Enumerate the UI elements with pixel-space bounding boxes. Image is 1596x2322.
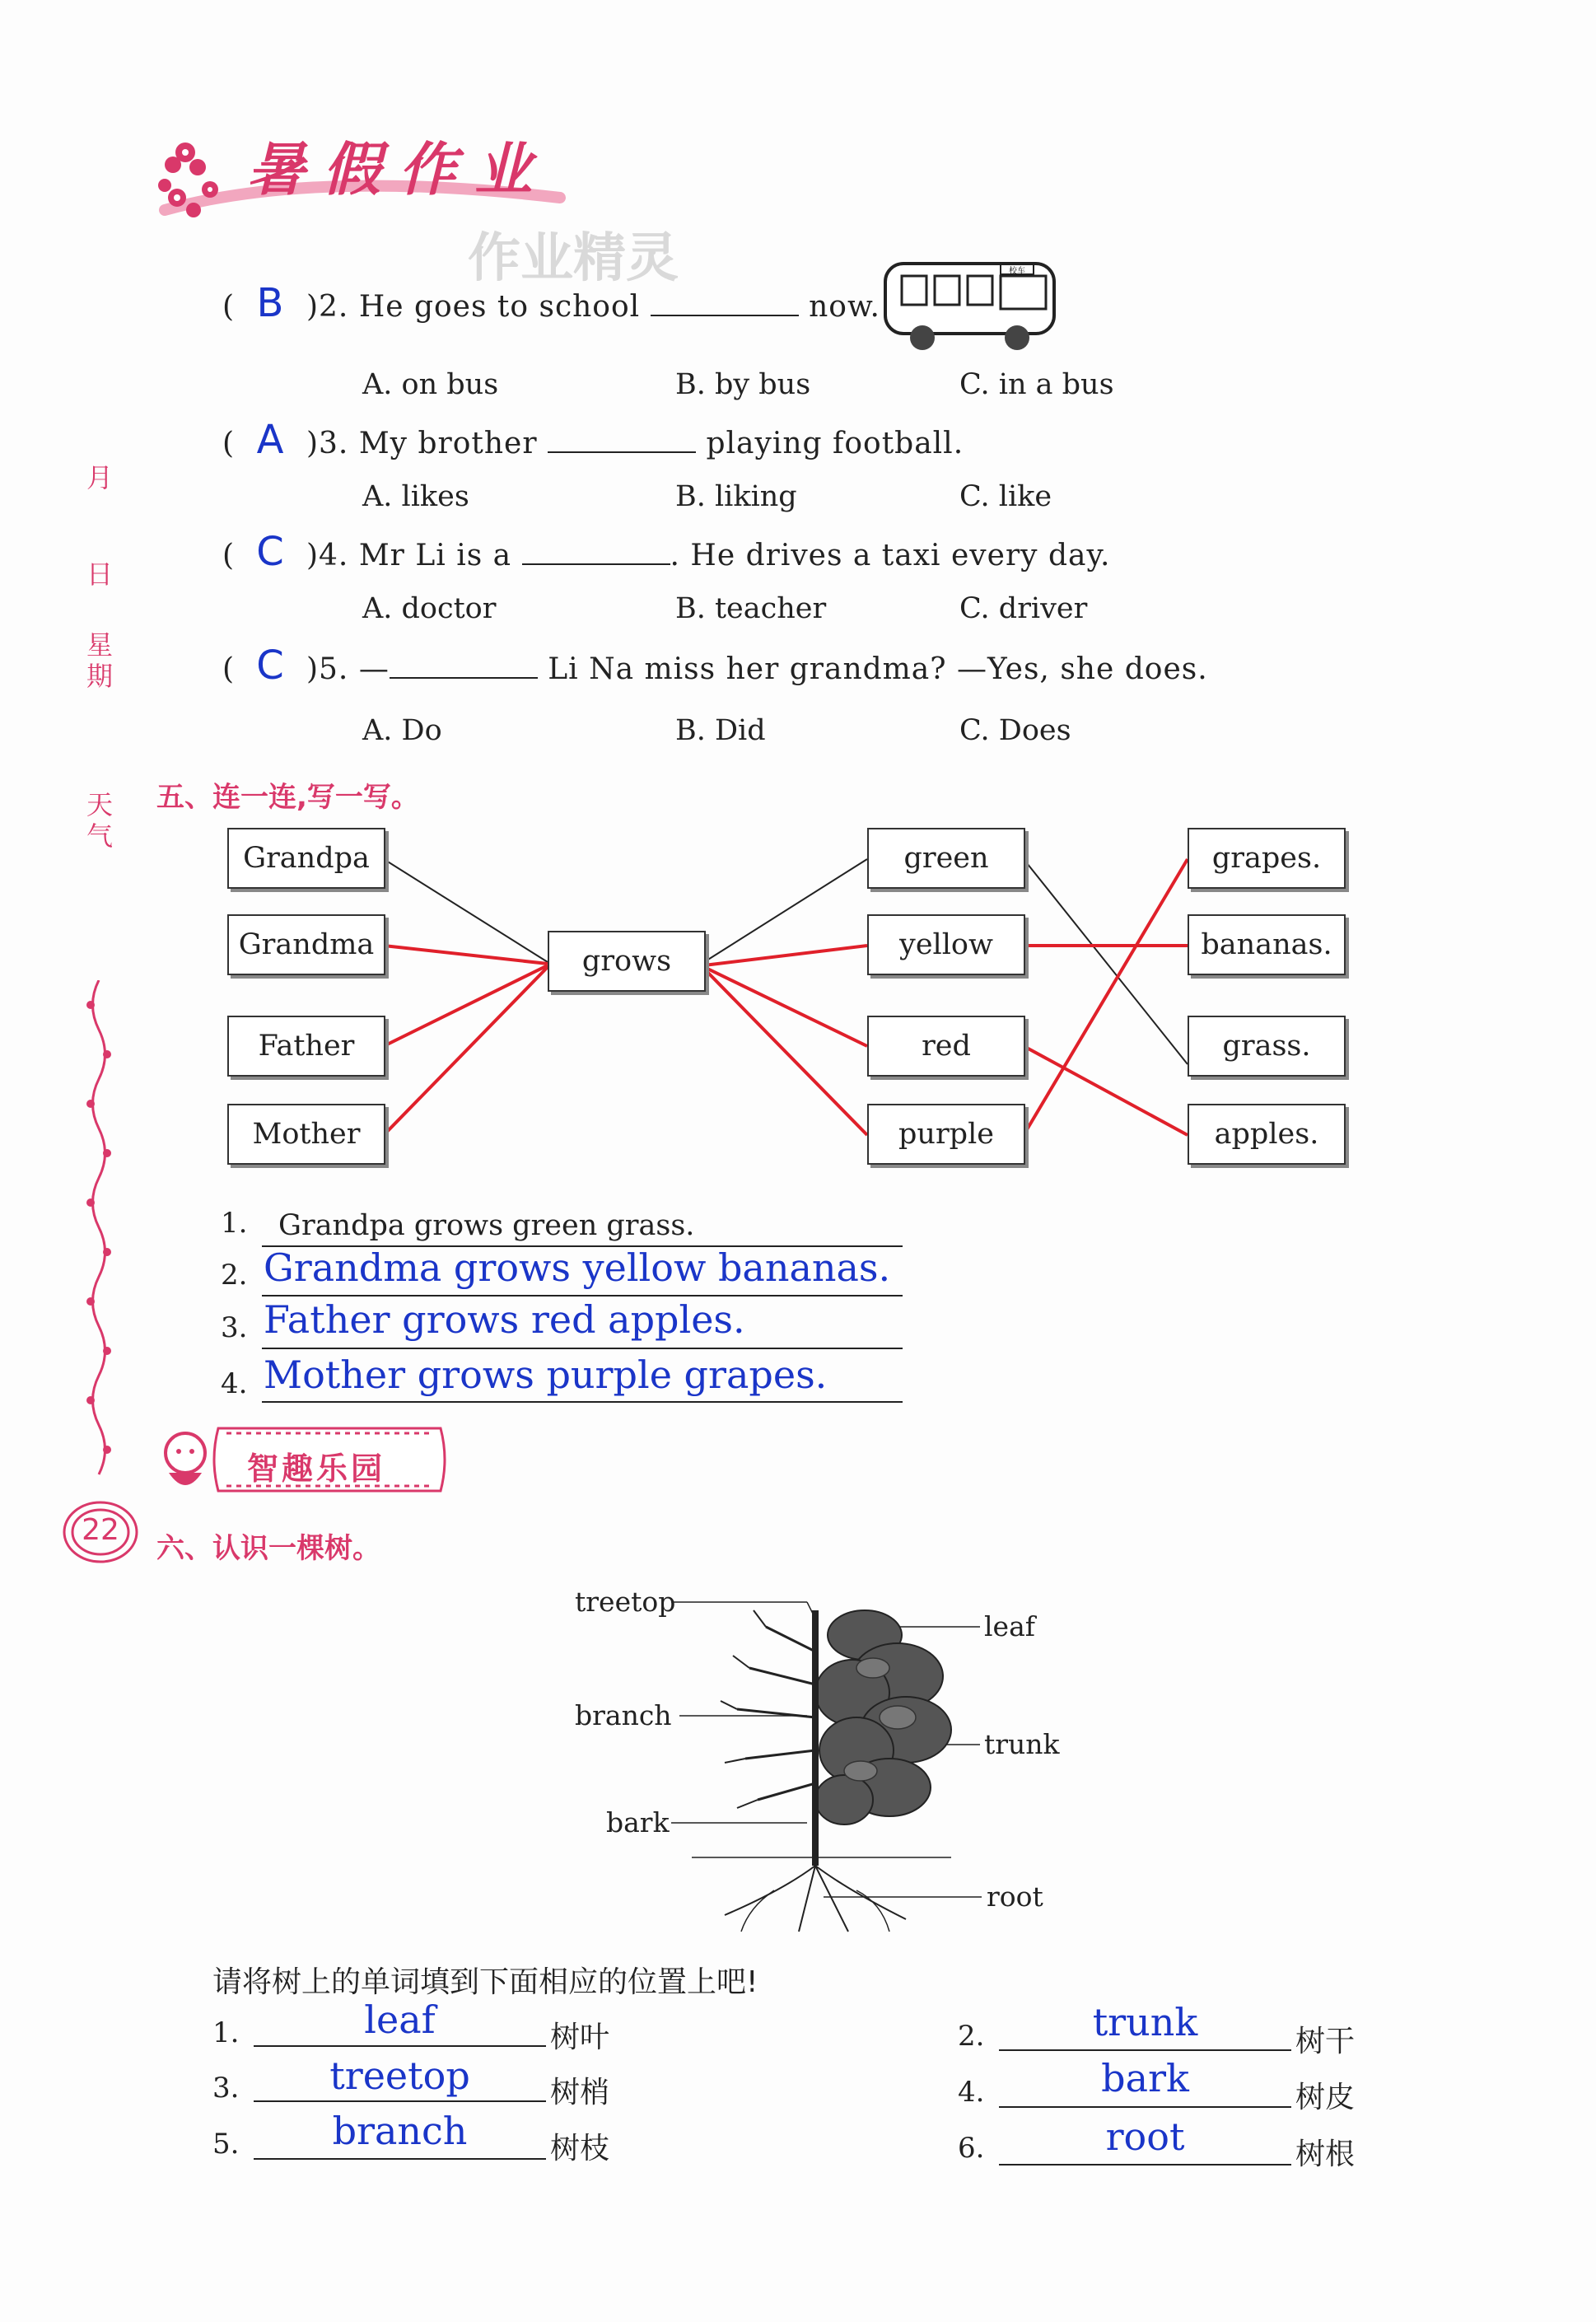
fill-6-line xyxy=(999,2164,1291,2165)
fill-5-line xyxy=(254,2158,546,2160)
sidebar-weather-1: 天 xyxy=(86,789,114,820)
option-5b: B. Did xyxy=(675,714,766,747)
sentence-4-line xyxy=(262,1401,903,1403)
sidebar-week-2: 期 xyxy=(86,661,114,692)
fill-4-cn: 树皮 xyxy=(1295,2081,1356,2114)
page-number: 22 xyxy=(82,1513,119,1547)
people-box-father[interactable]: Father xyxy=(227,1016,385,1077)
fill-5-answer[interactable]: branch xyxy=(332,2109,468,2153)
fill-3-line xyxy=(254,2100,546,2102)
fill-4-answer[interactable]: bark xyxy=(1101,2056,1189,2100)
section5-title: 五、连一连,写一写。 xyxy=(156,781,419,814)
fill-5-num: 5. xyxy=(212,2128,240,2161)
fill-4-line xyxy=(999,2106,1291,2108)
option-4b: B. teacher xyxy=(675,592,827,625)
option-2b: B. by bus xyxy=(675,368,811,401)
option-3b: B. liking xyxy=(675,480,797,513)
watermark: 作业精灵 xyxy=(468,228,679,289)
answer-5[interactable]: C xyxy=(256,642,285,689)
color-box-purple[interactable]: purple xyxy=(867,1104,1025,1165)
verb-box-grows[interactable]: grows xyxy=(548,931,706,992)
people-box-mother[interactable]: Mother xyxy=(227,1104,385,1165)
sidebar-week-1: 星 xyxy=(86,629,114,661)
page-title: 暑假作业 xyxy=(247,136,550,203)
section6-title: 六、认识一棵树。 xyxy=(156,1532,380,1565)
option-2c: C. in a bus xyxy=(959,368,1114,401)
sidebar-month: 月 xyxy=(86,462,114,493)
fill-3-num: 3. xyxy=(212,2072,240,2105)
color-box-green[interactable]: green xyxy=(867,828,1025,889)
tree-label-branch: branch xyxy=(575,1699,672,1731)
question-3: ( A )3. My brother playing football. xyxy=(222,417,964,463)
fill-4-num: 4. xyxy=(958,2076,985,2109)
tree-label-root: root xyxy=(987,1880,1043,1913)
fill-2-line xyxy=(999,2049,1291,2051)
tree-label-treetop: treetop xyxy=(575,1586,676,1618)
tree-label-trunk: trunk xyxy=(984,1728,1060,1760)
fill-2-num: 2. xyxy=(958,2020,985,2053)
fill-2-cn: 树干 xyxy=(1295,2025,1356,2058)
option-3c: C. like xyxy=(959,480,1052,513)
sentence-3-line xyxy=(262,1348,903,1349)
fill-6-answer[interactable]: root xyxy=(1105,2114,1185,2159)
sentence-2-answer[interactable]: Grandma grows yellow bananas. xyxy=(264,1245,891,1290)
sentence-2-line xyxy=(262,1295,903,1296)
sentence-3-answer[interactable]: Father grows red apples. xyxy=(264,1297,745,1342)
fill-5-cn: 树枝 xyxy=(550,2132,610,2165)
option-5c: C. Does xyxy=(959,714,1071,747)
people-box-grandpa[interactable]: Grandpa xyxy=(227,828,385,889)
people-box-grandma[interactable]: Grandma xyxy=(227,914,385,975)
tree-label-leaf: leaf xyxy=(984,1610,1035,1642)
answer-2[interactable]: B xyxy=(256,280,285,326)
sidebar-weather-2: 气 xyxy=(86,820,114,852)
answer-3[interactable]: A xyxy=(256,417,285,463)
fill-1-answer[interactable]: leaf xyxy=(364,1997,436,2042)
fill-6-cn: 树根 xyxy=(1295,2137,1356,2171)
fill-3-answer[interactable]: treetop xyxy=(329,2053,470,2098)
thing-box-grass[interactable]: grass. xyxy=(1188,1016,1346,1077)
option-3a: A. likes xyxy=(362,480,469,513)
sentence-2-num: 2. xyxy=(221,1259,248,1292)
thing-box-grapes[interactable]: grapes. xyxy=(1188,828,1346,889)
fill-6-num: 6. xyxy=(958,2132,985,2165)
question-4: ( C )4. Mr Li is a . He drives a taxi every day. xyxy=(222,529,1111,575)
sentence-4-answer[interactable]: Mother grows purple grapes. xyxy=(264,1353,828,1397)
thing-box-bananas[interactable]: bananas. xyxy=(1188,914,1346,975)
fill-1-line xyxy=(254,2045,546,2047)
bus-sign: 校车 xyxy=(1009,267,1025,276)
fill-1-num: 1. xyxy=(212,2016,240,2049)
question-5: ( C )5. — Li Na miss her grandma? —Yes, she does. xyxy=(222,642,1208,689)
option-2a: A. on bus xyxy=(362,368,499,401)
fill-instruction: 请将树上的单词填到下面相应的位置上吧! xyxy=(212,1965,758,1999)
sentence-3-num: 3. xyxy=(221,1311,248,1344)
fill-3-cn: 树梢 xyxy=(550,2076,610,2109)
option-4a: A. doctor xyxy=(362,592,497,625)
fill-2-answer[interactable]: trunk xyxy=(1092,2000,1198,2044)
option-5a: A. Do xyxy=(362,714,442,747)
option-4c: C. driver xyxy=(959,592,1088,625)
sentence-4-num: 4. xyxy=(221,1367,248,1400)
question-2: ( B )2. He goes to school now. xyxy=(222,280,880,326)
color-box-yellow[interactable]: yellow xyxy=(867,914,1025,975)
tree-label-bark: bark xyxy=(606,1806,670,1838)
sidebar-day: 日 xyxy=(86,558,114,590)
fill-1-cn: 树叶 xyxy=(550,2021,610,2054)
fun-banner-title: 智趣乐园 xyxy=(247,1451,386,1487)
sentence-1: Grandpa grows green grass. xyxy=(278,1209,695,1242)
color-box-red[interactable]: red xyxy=(867,1016,1025,1077)
sentence-1-num: 1. xyxy=(221,1207,248,1240)
thing-box-apples[interactable]: apples. xyxy=(1188,1104,1346,1165)
answer-4[interactable]: C xyxy=(256,529,285,575)
